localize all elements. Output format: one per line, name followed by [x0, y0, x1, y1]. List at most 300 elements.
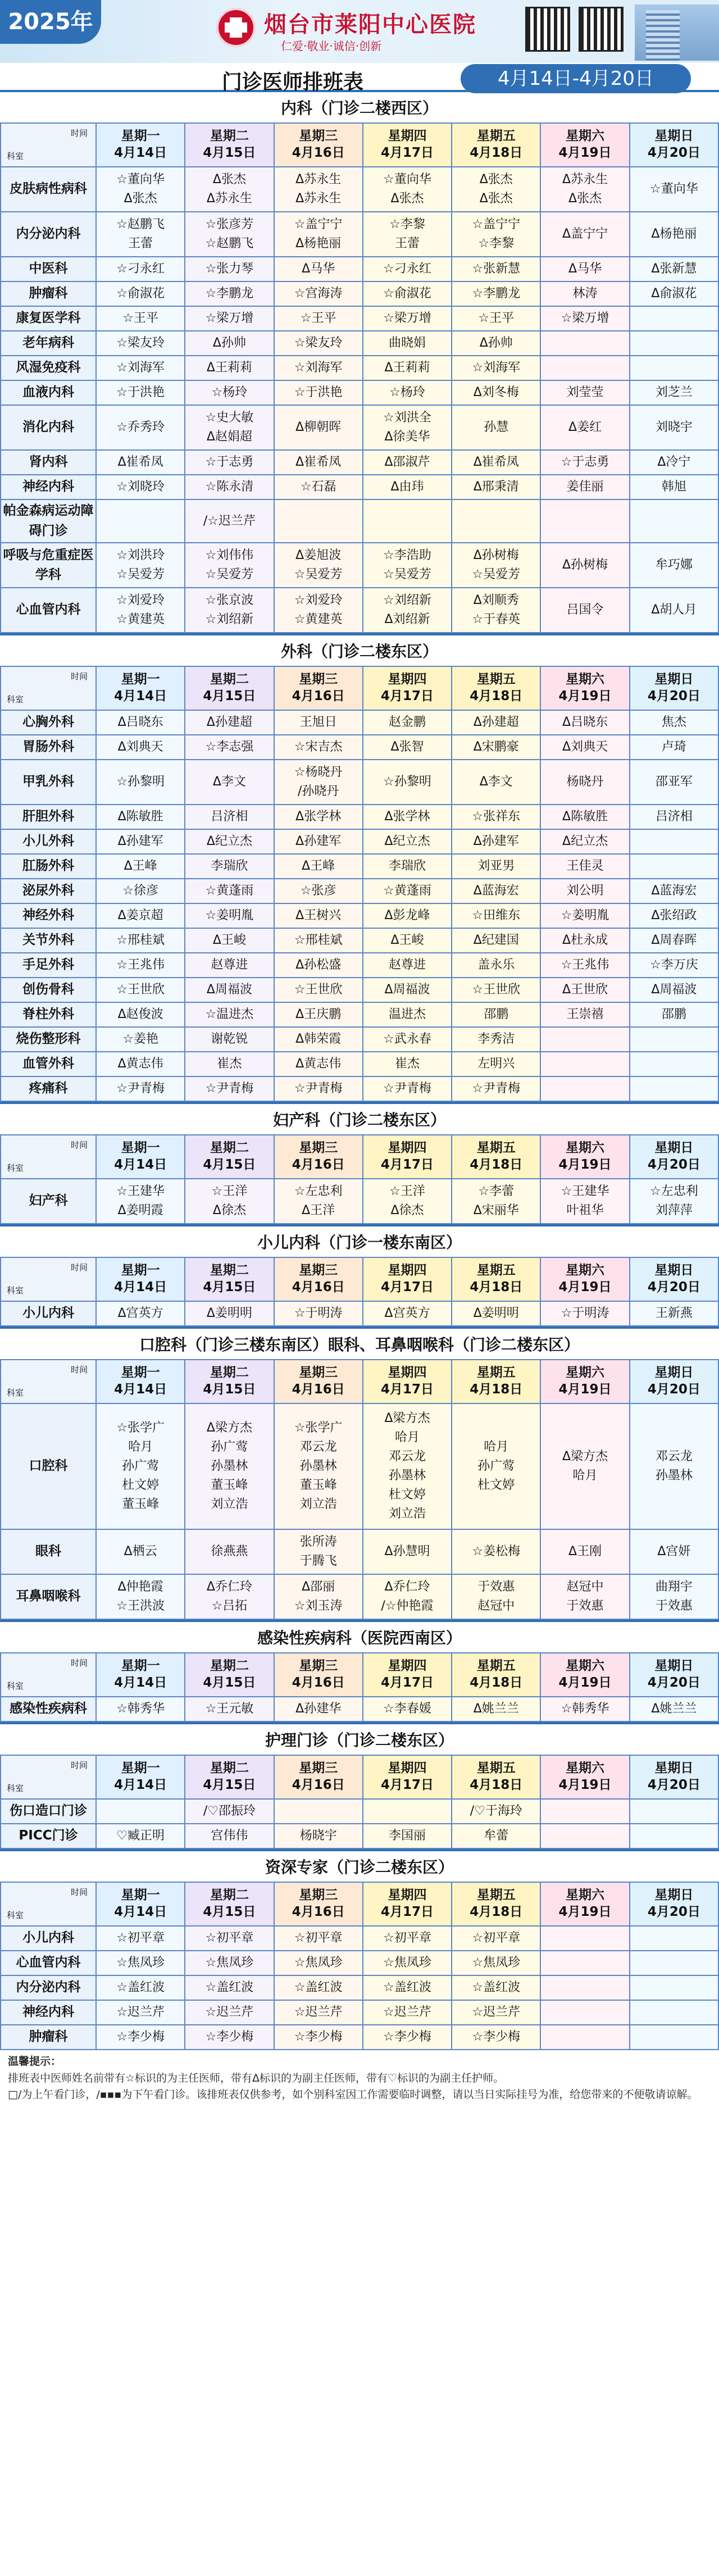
schedule-cell — [540, 735, 629, 760]
doctor-name: Δ苏永生 — [295, 172, 342, 187]
date: 4月20日 — [647, 1675, 700, 1691]
date: 4月17日 — [380, 1675, 434, 1691]
day-header — [363, 1257, 452, 1301]
doctor-name: Δ冷宁 — [657, 455, 691, 469]
schedule-cell — [363, 2025, 452, 2050]
department-row — [1, 2000, 718, 2025]
department-name: 风湿免疫科 — [1, 356, 96, 380]
date: 4月15日 — [203, 1382, 256, 1397]
doctor-name: Δ杨艳丽 — [295, 237, 342, 251]
schedule-cell — [363, 257, 452, 281]
doctor-name: ☆盖红波 — [205, 1980, 254, 1995]
schedule-cell — [96, 760, 185, 805]
schedule-cell — [630, 978, 718, 1002]
doctor-name: ☆王洪波 — [116, 1599, 165, 1614]
weekday: 星期五 — [476, 1888, 516, 1903]
doctor-name: ☆宫海涛 — [294, 286, 343, 301]
schedule-cell — [274, 1076, 363, 1101]
doctor-name: 孙墨林 — [299, 1459, 337, 1474]
schedule-cell — [185, 760, 274, 805]
day-header — [363, 666, 452, 710]
doctor-name: ☆王平 — [122, 311, 158, 325]
schedule-cell — [363, 1403, 452, 1529]
weekday: 星期六 — [566, 672, 605, 687]
day-header — [630, 1360, 718, 1403]
day-header — [363, 1653, 452, 1697]
department-name: 心血管内科 — [1, 1951, 96, 1975]
doctor-name: 哈月 — [484, 1440, 509, 1455]
schedule-cell — [540, 1052, 629, 1076]
doctor-name: 邓云龙 — [299, 1440, 337, 1455]
corner-cell — [1, 1257, 96, 1301]
department-row — [1, 281, 718, 306]
date: 4月16日 — [292, 1280, 345, 1295]
doctor-name: ☆焦凤珍 — [205, 1956, 254, 1970]
schedule-cell — [630, 281, 718, 306]
doctor-name: ♡臧正明 — [116, 1829, 165, 1843]
day-header — [630, 666, 718, 710]
department-name: 肿瘤科 — [1, 2025, 96, 2050]
schedule-cell — [630, 805, 718, 829]
date-range-badge: 4月14日-4月20日 — [461, 64, 691, 93]
doctor-name: Δ姜红 — [568, 420, 602, 434]
year-badge: 2025年 — [0, 0, 101, 44]
department-row — [1, 543, 718, 588]
schedule-cell — [363, 1052, 452, 1076]
schedule-cell — [363, 1697, 452, 1721]
schedule-cell — [630, 1975, 718, 2000]
weekday: 星期日 — [654, 1888, 694, 1903]
day-header-row — [1, 1360, 718, 1403]
doctor-name: 曲翔宇 — [655, 1580, 693, 1594]
doctor-name: Δ赵娟超 — [206, 430, 252, 444]
schedule-cell — [274, 953, 363, 978]
doctor-name: /♡邵振玲 — [203, 1804, 256, 1819]
doctor-name: Δ王莉莉 — [206, 360, 252, 375]
day-header — [452, 1135, 540, 1179]
department-row — [1, 1076, 718, 1101]
doctor-name: ☆于明涛 — [294, 1306, 343, 1321]
doctor-name: 邵亚军 — [655, 775, 693, 789]
day-header — [274, 1360, 363, 1403]
department-name: 帕金森病运动障碍门诊 — [1, 499, 96, 543]
date: 4月15日 — [203, 1675, 256, 1691]
doctor-name: ☆黄蓬雨 — [383, 884, 431, 898]
doctor-name: ☆迟兰芹 — [116, 2005, 165, 2020]
schedule-cell — [540, 380, 629, 405]
doctor-name: Δ宫英方 — [384, 1306, 430, 1321]
doctor-name: 李瑞欣 — [388, 859, 426, 874]
weekday: 星期一 — [121, 672, 160, 687]
weekday: 星期四 — [388, 672, 427, 687]
department-row — [1, 1403, 718, 1529]
doctor-name: 王蕾 — [394, 237, 420, 251]
schedule-cell — [363, 2000, 452, 2025]
schedule-cell — [452, 1697, 540, 1721]
schedule-cell — [540, 1179, 629, 1224]
weekday: 星期二 — [210, 1263, 249, 1278]
schedule-cell — [452, 475, 540, 499]
date: 4月19日 — [558, 146, 612, 160]
date: 4月17日 — [380, 1778, 434, 1793]
schedule-cell — [274, 450, 363, 475]
doctor-name: ☆刘海军 — [294, 360, 343, 375]
schedule-cell — [96, 978, 185, 1002]
schedule-cell — [185, 1975, 274, 2000]
doctor-name: Δ孙松盛 — [295, 958, 342, 973]
date: 4月14日 — [114, 1280, 167, 1295]
doctor-name: ☆梁友玲 — [294, 335, 343, 350]
section-title: 感染性疾病科（医院西南区） — [0, 1620, 719, 1652]
date: 4月16日 — [292, 1905, 345, 1920]
schedule-cell — [452, 829, 540, 854]
schedule-cell — [630, 212, 718, 257]
doctor-name: Δ姜明明 — [473, 1306, 519, 1321]
schedule-cell — [274, 499, 363, 543]
schedule-cell — [540, 2025, 629, 2050]
schedule-cell — [363, 829, 452, 854]
date: 4月15日 — [203, 1280, 256, 1295]
doctor-name: Δ孙慧明 — [384, 1544, 430, 1559]
doctor-name: 董玉峰 — [122, 1497, 160, 1512]
doctor-name: ☆刘绍新 — [205, 612, 254, 627]
schedule-cell — [452, 805, 540, 829]
schedule-cell — [540, 1574, 629, 1619]
corner-cell — [1, 1360, 96, 1403]
doctor-name: 刘芝兰 — [655, 385, 693, 399]
doctor-name: Δ王峰 — [302, 859, 335, 874]
schedule-cell — [540, 953, 629, 978]
schedule-cell — [630, 475, 718, 499]
doctor-name: 李国丽 — [388, 1829, 426, 1843]
schedule-cell — [630, 1052, 718, 1076]
doctor-name: Δ姚兰兰 — [473, 1702, 519, 1716]
date: 4月15日 — [203, 689, 256, 704]
schedule-cell — [452, 306, 540, 331]
schedule-cell — [96, 1799, 185, 1824]
weekday: 星期四 — [388, 1888, 427, 1903]
schedule-cell — [452, 1951, 540, 1975]
schedule-cell — [96, 588, 185, 633]
page-title: 门诊医师排班表 — [222, 71, 364, 94]
doctor-name: Δ王峰 — [124, 859, 157, 874]
doctor-name: 王旭日 — [299, 715, 337, 730]
doctor-name: ☆焦凤珍 — [116, 1956, 165, 1970]
schedule-cell — [363, 953, 452, 978]
doctor-name: 崔杰 — [394, 1057, 420, 1071]
doctor-name: 牟蕾 — [484, 1829, 509, 1843]
schedule-cell — [363, 805, 452, 829]
date: 4月15日 — [203, 1778, 256, 1793]
schedule-cell — [96, 356, 185, 380]
department-name: 肛肠外科 — [1, 854, 96, 879]
doctor-name: 崔杰 — [217, 1057, 242, 1071]
department-row — [1, 306, 718, 331]
schedule-cell — [363, 543, 452, 588]
department-name: 脊柱外科 — [1, 1002, 96, 1027]
department-name: 烧伤整形科 — [1, 1027, 96, 1052]
day-header — [452, 123, 540, 167]
schedule-cell — [274, 805, 363, 829]
date: 4月15日 — [203, 146, 256, 160]
department-row — [1, 1052, 718, 1076]
doctor-name: Δ孙建超 — [473, 715, 519, 730]
weekday: 星期日 — [654, 1365, 694, 1380]
schedule-cell — [185, 978, 274, 1002]
day-header — [630, 1135, 718, 1179]
department-row — [1, 356, 718, 380]
weekday: 星期六 — [566, 1365, 605, 1380]
doctor-name: Δ杜永成 — [562, 933, 608, 948]
schedule-cell — [185, 953, 274, 978]
day-header — [185, 1882, 274, 1926]
department-row — [1, 167, 718, 212]
weekday: 星期四 — [388, 1659, 427, 1674]
weekday: 星期五 — [476, 1659, 516, 1674]
schedule-cell — [363, 1002, 452, 1027]
doctor-name: Δ徐杰 — [390, 1203, 424, 1218]
schedule-cell — [96, 1076, 185, 1101]
doctor-name: ☆王世欣 — [472, 983, 521, 997]
department-row — [1, 978, 718, 1002]
schedule-cell — [630, 2000, 718, 2025]
schedule-cell — [274, 854, 363, 879]
day-header — [363, 1882, 452, 1926]
doctor-name: Δ刘顺秀 — [473, 593, 519, 608]
schedule-cell — [185, 450, 274, 475]
weekday: 星期日 — [654, 1659, 694, 1674]
doctor-name: ☆王兆伟 — [116, 958, 165, 973]
schedule-cell — [363, 405, 452, 450]
schedule-cell — [96, 499, 185, 543]
corner-dept-label: 科室 — [7, 1285, 24, 1296]
schedule-cell — [630, 588, 718, 633]
doctor-name: Δ张智 — [390, 740, 424, 755]
date: 4月17日 — [380, 146, 434, 160]
schedule-cell — [452, 953, 540, 978]
date: 4月20日 — [647, 1157, 700, 1173]
date: 4月20日 — [647, 1280, 700, 1295]
day-header — [540, 1653, 629, 1697]
day-header — [96, 1653, 185, 1697]
qr-code-icon — [579, 7, 624, 52]
department-row — [1, 1179, 718, 1224]
schedule-cell — [274, 356, 363, 380]
schedule-cell — [363, 475, 452, 499]
date: 4月16日 — [292, 1157, 345, 1173]
department-name: 神经内科 — [1, 2000, 96, 2025]
schedule-cell — [452, 499, 540, 543]
doctor-name: ☆张彦 — [300, 884, 336, 898]
doctor-name: Δ周福波 — [384, 983, 430, 997]
schedule-cell — [452, 1301, 540, 1326]
schedule-cell — [363, 710, 452, 735]
schedule-cell — [630, 331, 718, 356]
schedule-cell — [274, 257, 363, 281]
date: 4月15日 — [203, 1157, 256, 1173]
weekday: 星期一 — [121, 1263, 160, 1278]
department-name: 关节外科 — [1, 928, 96, 953]
schedule-cell — [185, 1179, 274, 1224]
corner-cell — [1, 1882, 96, 1926]
doctor-name: ☆初平章 — [205, 1931, 254, 1946]
schedule-cell — [540, 903, 629, 928]
schedule-cell — [185, 2025, 274, 2050]
doctor-name: ☆盖红波 — [383, 1980, 431, 1995]
schedule-cell — [540, 475, 629, 499]
schedule-cell — [452, 903, 540, 928]
doctor-name: Δ栖云 — [124, 1544, 157, 1559]
doctor-name: 董玉峰 — [299, 1478, 337, 1493]
schedule-cell — [630, 1574, 718, 1619]
schedule-cell — [96, 2000, 185, 2025]
date: 4月14日 — [114, 1382, 167, 1397]
doctor-name: Δ姜旭波 — [295, 548, 342, 563]
doctor-name: Δ韩荣霞 — [295, 1032, 342, 1047]
date: 4月18日 — [470, 1382, 523, 1397]
doctor-name: Δ姜京超 — [117, 908, 163, 923]
schedule-cell — [630, 405, 718, 450]
schedule-cell — [274, 879, 363, 903]
doctor-name: ☆王洋 — [211, 1184, 248, 1199]
schedule-cell — [540, 1697, 629, 1721]
doctor-name: 于腾飞 — [299, 1554, 337, 1569]
doctor-name: Δ黄志伟 — [295, 1057, 342, 1071]
doctor-name: Δ王峻 — [212, 933, 246, 948]
doctor-name: ☆杨玲 — [389, 385, 425, 399]
doctor-name: ☆徐彦 — [122, 884, 158, 898]
doctor-name: Δ王树兴 — [295, 908, 342, 923]
schedule-cell — [363, 1824, 452, 1848]
schedule-cell — [540, 167, 629, 212]
schedule-cell — [363, 306, 452, 331]
doctor-name: 邓云龙 — [655, 1450, 693, 1464]
date: 4月19日 — [558, 1157, 612, 1173]
doctor-name: 李秀洁 — [477, 1032, 515, 1047]
schedule-cell — [96, 829, 185, 854]
weekday: 星期日 — [654, 1263, 694, 1278]
doctor-name: ☆初平章 — [116, 1931, 165, 1946]
doctor-name: ☆宋吉杰 — [294, 740, 343, 755]
schedule-cell — [452, 1824, 540, 1848]
corner-cell — [1, 1653, 96, 1697]
schedule-cell — [540, 1975, 629, 2000]
schedule-cell — [363, 1574, 452, 1619]
schedule-cell — [96, 1975, 185, 2000]
doctor-name: ☆刘洪全 — [383, 410, 431, 425]
corner-cell — [1, 1755, 96, 1799]
schedule-cell — [630, 854, 718, 879]
schedule-table — [0, 1359, 719, 1620]
doctor-name: ☆俞淑花 — [116, 286, 165, 301]
schedule-cell — [452, 1052, 540, 1076]
schedule-cell — [452, 1076, 540, 1101]
schedule-cell — [540, 710, 629, 735]
doctor-name: ☆张京波 — [205, 593, 254, 608]
schedule-cell — [274, 167, 363, 212]
weekday: 星期日 — [654, 672, 694, 687]
schedule-cell — [363, 281, 452, 306]
weekday: 星期四 — [388, 1263, 427, 1278]
doctor-name: Δ宫英方 — [117, 1306, 163, 1321]
schedule-cell — [96, 903, 185, 928]
schedule-cell — [274, 710, 363, 735]
doctor-name: Δ乔仁玲 — [206, 1580, 252, 1594]
department-name: 创伤骨科 — [1, 978, 96, 1002]
doctor-name: ☆刘晓玲 — [116, 479, 165, 494]
doctor-name: Δ纪立杰 — [384, 834, 430, 849]
weekday: 星期日 — [654, 1761, 694, 1776]
weekday: 星期五 — [476, 1365, 516, 1380]
department-row — [1, 1027, 718, 1052]
weekday: 星期一 — [121, 1659, 160, 1674]
schedule-cell — [363, 1529, 452, 1574]
schedule-cell — [274, 380, 363, 405]
schedule-cell — [185, 854, 274, 879]
doctor-name: Δ宫妍 — [657, 1544, 691, 1559]
day-header — [630, 1882, 718, 1926]
doctor-name: ☆姜艳 — [122, 1032, 158, 1047]
doctor-name: ☆张新慧 — [472, 261, 521, 276]
doctor-name: 焦杰 — [661, 715, 686, 730]
doctor-name: Δ张杰 — [212, 172, 246, 187]
doctor-name: Δ徐美华 — [384, 430, 430, 444]
day-header — [185, 1360, 274, 1403]
schedule-cell — [185, 805, 274, 829]
doctor-name: ☆迟兰芹 — [205, 2005, 254, 2020]
schedule-cell — [96, 1529, 185, 1574]
schedule-cell — [96, 1002, 185, 1027]
schedule-cell — [452, 760, 540, 805]
schedule-cell — [185, 281, 274, 306]
schedule-cell — [363, 1027, 452, 1052]
doctor-name: Δ孙建军 — [117, 834, 163, 849]
department-name: 血液内科 — [1, 380, 96, 405]
date: 4月19日 — [558, 1382, 612, 1397]
doctor-name: ☆王建华 — [116, 1184, 165, 1199]
schedule-cell — [274, 1529, 363, 1574]
day-header — [274, 1882, 363, 1926]
schedule-cell — [630, 928, 718, 953]
doctor-name: ☆李蕾 — [478, 1184, 515, 1199]
schedule-cell — [630, 306, 718, 331]
schedule-cell — [96, 1926, 185, 1951]
doctor-name: Δ崔希凤 — [117, 455, 163, 469]
doctor-name: ☆李少梅 — [472, 2030, 521, 2045]
date: 4月16日 — [292, 1382, 345, 1397]
department-name: 中医科 — [1, 257, 96, 281]
corner-dept-label: 科室 — [7, 694, 24, 705]
date: 4月20日 — [647, 1382, 700, 1397]
corner-dept-label: 科室 — [7, 1910, 24, 1920]
doctor-name: 刘公明 — [566, 884, 604, 898]
doctor-name: 刘莹莹 — [566, 385, 604, 399]
doctor-name: 于效惠 — [655, 1599, 693, 1614]
schedule-cell — [452, 167, 540, 212]
date: 4月19日 — [558, 1778, 612, 1793]
schedule-cell — [274, 1824, 363, 1848]
weekday: 星期二 — [210, 672, 249, 687]
doctor-name: ☆史大敏 — [205, 410, 254, 425]
doctor-name: 王崇禧 — [566, 1007, 604, 1022]
day-header — [452, 1755, 540, 1799]
day-header — [363, 123, 452, 167]
doctor-name: Δ张绍政 — [651, 908, 697, 923]
doctor-name: ☆姜松梅 — [472, 1544, 521, 1559]
schedule-cell — [96, 1301, 185, 1326]
date: 4月18日 — [470, 1157, 523, 1173]
schedule-cell — [363, 499, 452, 543]
